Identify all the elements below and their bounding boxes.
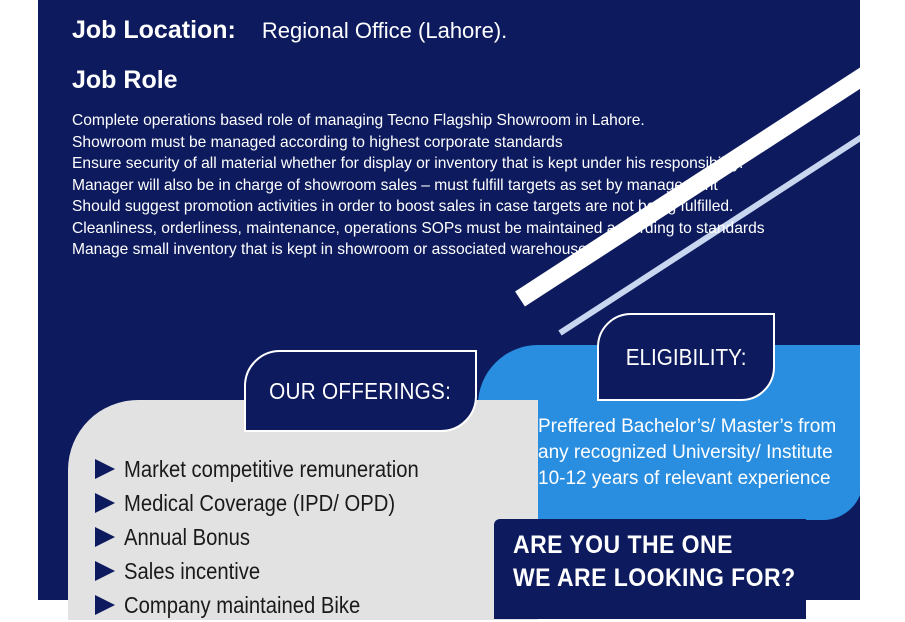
list-item: Should suggest promotion activities in order to boost sales in case targets are not being fulfilled. [72, 198, 734, 215]
list-item: Complete operations based role of managing Tecno Flagship Showroom in Lahore. [72, 112, 645, 129]
arrow-right-icon [95, 561, 115, 581]
cta-line-1: ARE YOU THE ONE [513, 531, 733, 559]
list-item [95, 588, 459, 622]
offerings-title-box [244, 350, 477, 432]
offering-text: Market competitive remuneration [124, 455, 419, 482]
job-role-list [72, 110, 862, 261]
list-item: 10-12 years of relevant experience [538, 468, 831, 489]
list-item [95, 554, 459, 588]
list-item: Showroom must be managed according to highest corporate standards [72, 133, 563, 151]
offering-text: Sales incentive [124, 557, 261, 584]
job-role-heading: Job Role [72, 66, 178, 94]
list-item: Cleanliness, orderliness, maintenance, operations SOPs must be maintained according to standards [72, 219, 765, 237]
list-item: Manager will also be in charge of showroom sales – must fulfill targets as set by management [72, 176, 718, 194]
list-item: Preffered Bachelor’s/ Master’s from [538, 416, 837, 437]
job-location-value: Regional Office (Lahore). [261, 18, 508, 43]
arrow-right-icon [95, 527, 115, 547]
offerings-title: OUR OFFERINGS: [269, 377, 452, 404]
eligibility-list [538, 414, 836, 492]
eligibility-title: ELIGIBILITY: [625, 343, 747, 370]
list-item: Manage small inventory that is kept in showroom or associated warehouse. [72, 241, 592, 258]
offering-text: Medical Coverage (IPD/ OPD) [124, 489, 396, 516]
call-to-action-box [494, 519, 806, 619]
list-item [95, 486, 459, 520]
list-item: Ensure security of all material whether for display or inventory that is kept under his responsibility. [72, 155, 744, 172]
arrow-right-icon [95, 595, 115, 615]
offering-text: Annual Bonus [124, 523, 251, 550]
list-item: any recognized University/ Institute [538, 442, 833, 463]
arrow-right-icon [95, 493, 115, 513]
job-location-row [72, 16, 507, 45]
cta-line-2: WE ARE LOOKING FOR? [513, 564, 796, 592]
arrow-right-icon [95, 459, 115, 479]
right-margin [860, 0, 905, 600]
job-location-label: Job Location: [72, 16, 236, 44]
offerings-list [95, 452, 459, 622]
eligibility-title-box [597, 313, 775, 401]
offering-text: Company maintained Bike [124, 591, 361, 618]
list-item [95, 452, 459, 486]
list-item [95, 520, 459, 554]
